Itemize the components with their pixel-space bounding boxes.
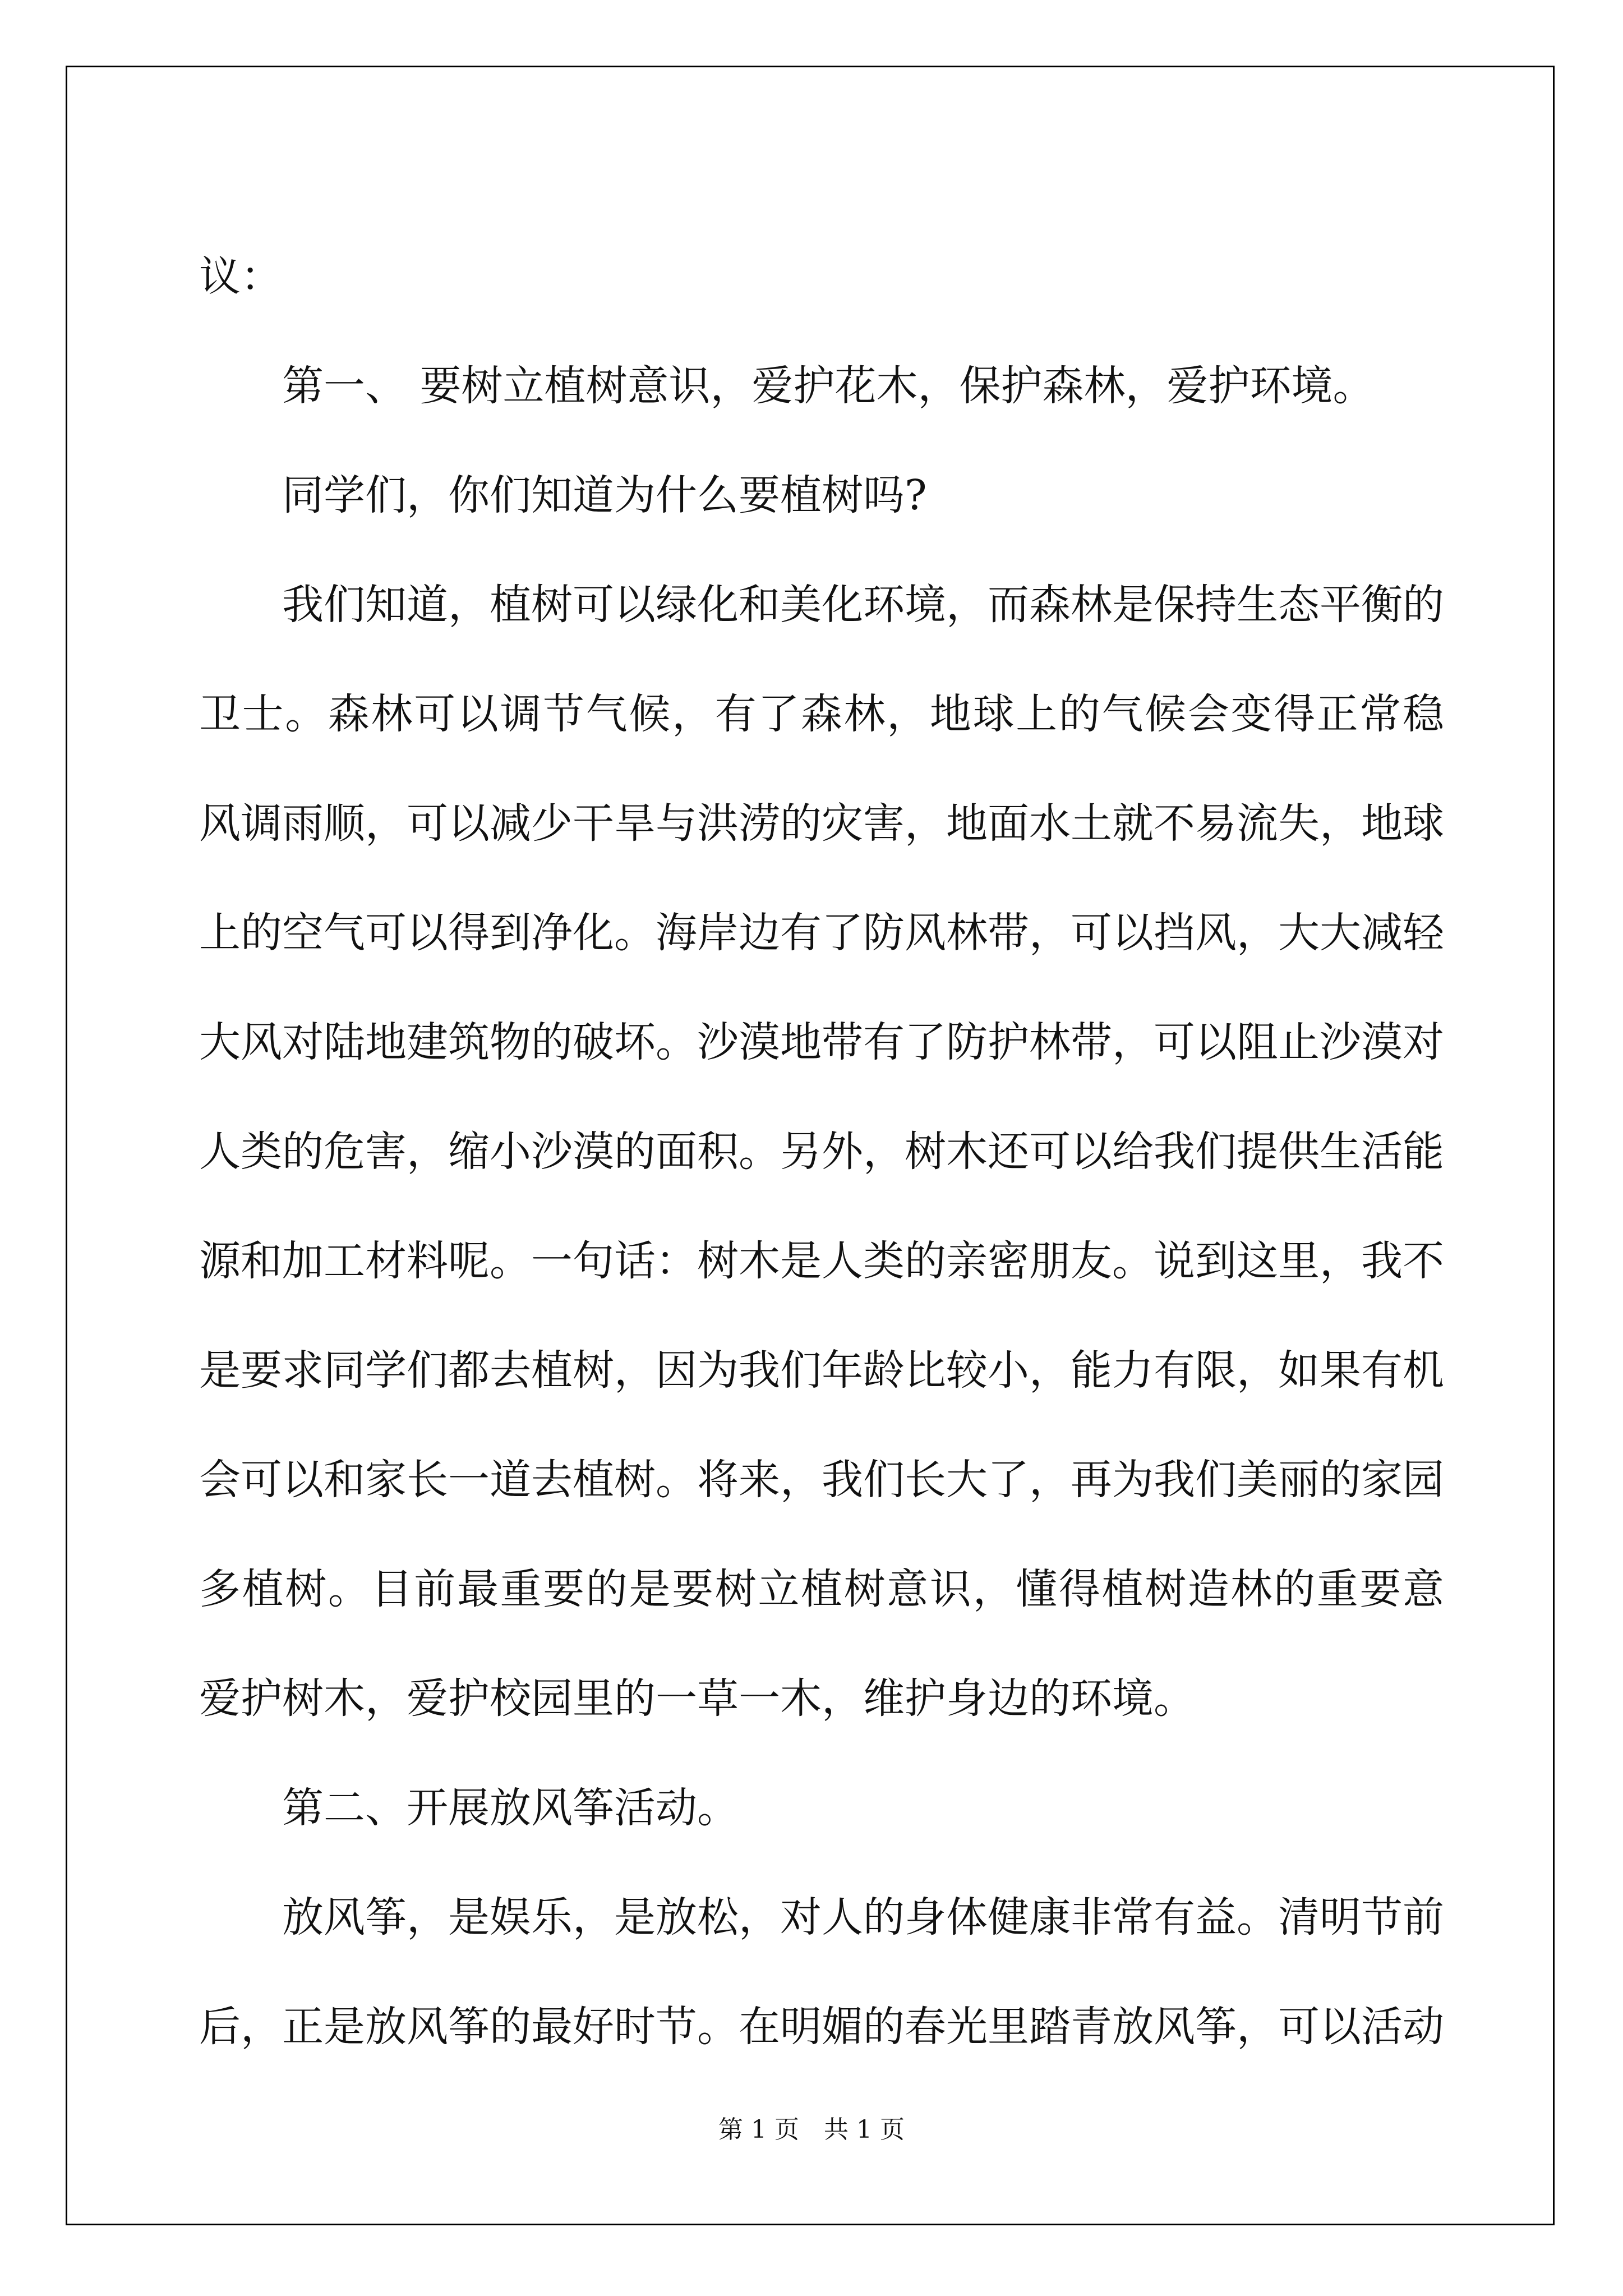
text-line: 我们知道，植树可以绿化和美化环境，而森林是保持生态平衡的	[282, 581, 1444, 629]
text-line: 上的空气可以得到净化。海岸边有了防风林带，可以挡风，大大减轻	[199, 909, 1444, 957]
text-line: 源和加工材料呢。一句话：树木是人类的亲密朋友。说到这里，我不	[199, 1237, 1444, 1285]
text-line: 会可以和家长一道去植树。将来，我们长大了，再为我们美丽的家园	[199, 1456, 1444, 1504]
page-number-footer: 第 1 页 共 1 页	[718, 2115, 905, 2144]
document-body	[199, 222, 1444, 2082]
text-line: 卫士。森林可以调节气候，有了森林，地球上的气候会变得正常稳	[199, 690, 1444, 738]
text-line: 第二、开展放风筝活动。	[282, 1784, 739, 1832]
text-line: 人类的危害，缩小沙漠的面积。另外，树木还可以给我们提供生活能	[199, 1128, 1444, 1176]
text-line: 风调雨顺，可以减少干旱与洪涝的灾害，地面水土就不易流失，地球	[199, 799, 1444, 848]
text-line: 大风对陆地建筑物的破坏。沙漠地带有了防护林带，可以阻止沙漠对	[199, 1018, 1444, 1066]
text-line: 同学们，你们知道为什么要植树吗?	[282, 471, 927, 519]
text-line: 多植树。目前最重要的是要树立植树意识，懂得植树造林的重要意	[199, 1565, 1444, 1613]
text-line: 议：	[199, 252, 282, 301]
text-line: 爱护树木，爱护校园里的一草一木，维护身边的环境。	[199, 1674, 1195, 1723]
text-line: 是要求同学们都去植树，因为我们年龄比较小，能力有限，如果有机	[199, 1346, 1444, 1395]
text-line: 放风筝，是娱乐，是放松，对人的身体健康非常有益。清明节前	[282, 1893, 1444, 1941]
text-line: 第一、 要树立植树意识，爱护花木，保护森林，爱护环境。	[282, 362, 1375, 410]
text-line: 后，正是放风筝的最好时节。在明媚的春光里踏青放风筝，可以活动	[199, 2003, 1444, 2051]
